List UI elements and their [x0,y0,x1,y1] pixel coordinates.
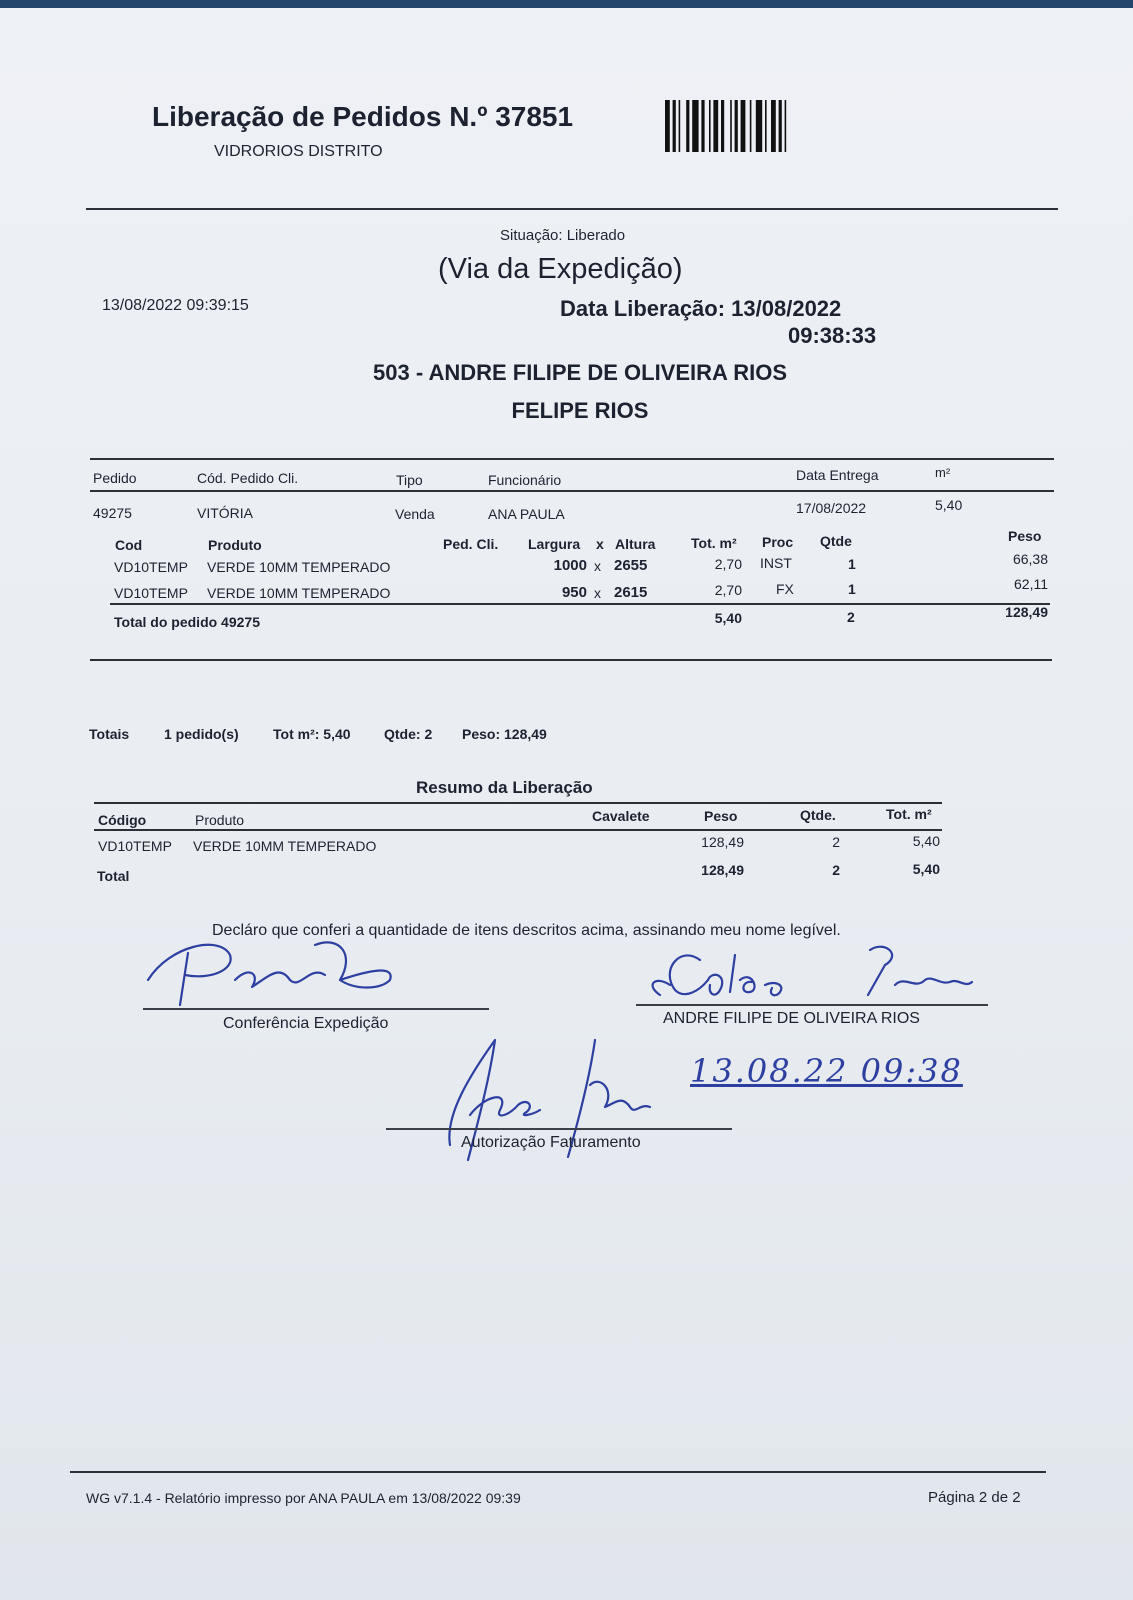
resumo-row-tot-m2: 5,40 [912,833,940,849]
totals-qtde: Qtde: 2 [384,726,433,742]
resumo-total-tot-m2: 5,40 [912,861,940,877]
resumo-col-tot-m2: Tot. m² [886,806,932,822]
item-2-x: x [594,585,601,601]
order-m2: 5,40 [935,497,963,513]
item-1-altura: 2655 [614,557,648,574]
items-col-cod: Cod [115,537,143,553]
col-m2: m² [935,465,951,480]
order-total-label: Total do pedido 49275 [114,614,260,630]
totals-label: Totais [89,726,130,742]
items-col-largura: Largura [528,536,581,552]
resumo-total-label: Total [97,868,130,884]
client-nickname: FELIPE RIOS [511,398,649,423]
item-1-produto: VERDE 10MM TEMPERADO [207,559,391,575]
items-col-tot-m2: Tot. m² [691,535,737,551]
resumo-row-codigo: VD10TEMP [98,838,172,854]
print-timestamp: 13/08/2022 09:39:15 [102,297,249,314]
order-employee: ANA PAULA [488,506,565,522]
order-total-m2: 5,40 [714,610,742,626]
item-1-peso: 66,38 [1012,551,1048,567]
order-total-qtde: 2 [847,609,855,625]
footer-page-number: Página 2 de 2 [928,1489,1021,1506]
release-date: Data Liberação: 13/08/2022 [560,296,842,321]
signature-label-faturamento: Autorização Faturamento [461,1134,641,1151]
item-2-largura: 950 [561,584,587,601]
resumo-col-qtde: Qtde. [800,807,836,823]
item-2-cod: VD10TEMP [114,585,188,601]
item-2-tot-m2: 2,70 [714,582,742,598]
col-tipo: Tipo [396,472,423,488]
order-type: Venda [395,506,435,522]
declaration-text: Decláro que conferi a quantidade de itens descritos acima, assinando meu nome legível. [212,922,841,939]
totals-m2: Tot m²: 5,40 [273,726,351,742]
item-2-altura: 2615 [614,584,648,601]
item-1-qtde: 1 [848,556,856,572]
signature-line-client [636,1004,988,1006]
totals-peso: Peso: 128,49 [462,726,547,742]
items-col-qtde: Qtde [820,533,852,549]
item-1-tot-m2: 2,70 [714,556,742,572]
resumo-col-produto: Produto [195,812,245,828]
resumo-header-rule [94,829,942,831]
items-col-altura: Altura [615,536,656,552]
item-1-proc: INST [760,555,792,571]
header-divider [86,208,1058,210]
barcode [665,100,837,156]
resumo-row-qtde: 2 [832,834,840,850]
signature-client [640,940,990,1010]
company-name: VIDRORIOS DISTRITO [214,143,383,160]
footer-report-info: WG v7.1.4 - Relatório impresso por ANA PAULA em 13/08/2022 09:39 [86,1490,521,1506]
items-col-produto: Produto [208,537,262,553]
situation-label: Situação: Liberado [500,227,626,244]
col-pedido: Pedido [93,470,137,486]
col-data-entrega: Data Entrega [796,467,879,483]
item-1-largura: 1000 [553,557,587,574]
item-2-peso: 62,11 [1014,576,1048,592]
items-col-ped-cli: Ped. Cli. [443,536,499,552]
signature-label-client: ANDRE FILIPE DE OLIVEIRA RIOS [663,1010,920,1027]
resumo-title: Resumo da Liberação [416,778,593,797]
col-cod-pedido-cli: Cód. Pedido Cli. [197,470,299,486]
order-total-peso: 128,49 [1005,604,1048,620]
item-2-qtde: 1 [848,581,856,597]
resumo-row-produto: VERDE 10MM TEMPERADO [193,838,377,854]
order-delivery-date: 17/08/2022 [796,500,867,516]
order-client-code: VITÓRIA [197,505,254,521]
totals-pedidos: 1 pedido(s) [164,726,239,742]
release-time: 09:38:33 [788,323,877,348]
document-title: Liberação de Pedidos N.º 37851 [152,101,574,132]
items-col-x: x [596,536,604,552]
signature-line-faturamento [386,1128,732,1130]
resumo-row-peso: 128,49 [701,834,744,850]
handwritten-date: 13.08.22 09:38 [690,1052,963,1090]
footer-rule [70,1471,1046,1473]
items-col-peso: Peso [1008,528,1042,544]
resumo-col-cavalete: Cavalete [592,808,650,824]
item-2-proc: FX [776,581,794,597]
item-1-cod: VD10TEMP [114,559,188,575]
signature-label-conferencia: Conferência Expedição [223,1015,389,1032]
order-bottom-rule [90,659,1052,661]
copy-label: (Via da Expedição) [438,253,683,285]
item-1-x: x [594,558,601,574]
item-2-produto: VERDE 10MM TEMPERADO [207,585,391,601]
page-top-edge [0,0,1133,8]
resumo-top-rule [94,802,942,804]
items-col-proc: Proc [762,534,794,550]
client-name: 503 - ANDRE FILIPE DE OLIVEIRA RIOS [373,360,787,385]
order-top-rule [90,458,1054,460]
signature-conferencia [140,935,420,1015]
items-total-rule [110,603,1050,605]
col-funcionario: Funcionário [488,472,562,488]
order-number: 49275 [93,505,132,521]
resumo-col-codigo: Código [98,812,147,828]
resumo-total-qtde: 2 [832,862,840,878]
resumo-col-peso: Peso [704,808,738,824]
signature-line-conferencia [143,1008,489,1010]
order-header-rule [90,490,1054,492]
resumo-total-peso: 128,49 [701,862,744,878]
